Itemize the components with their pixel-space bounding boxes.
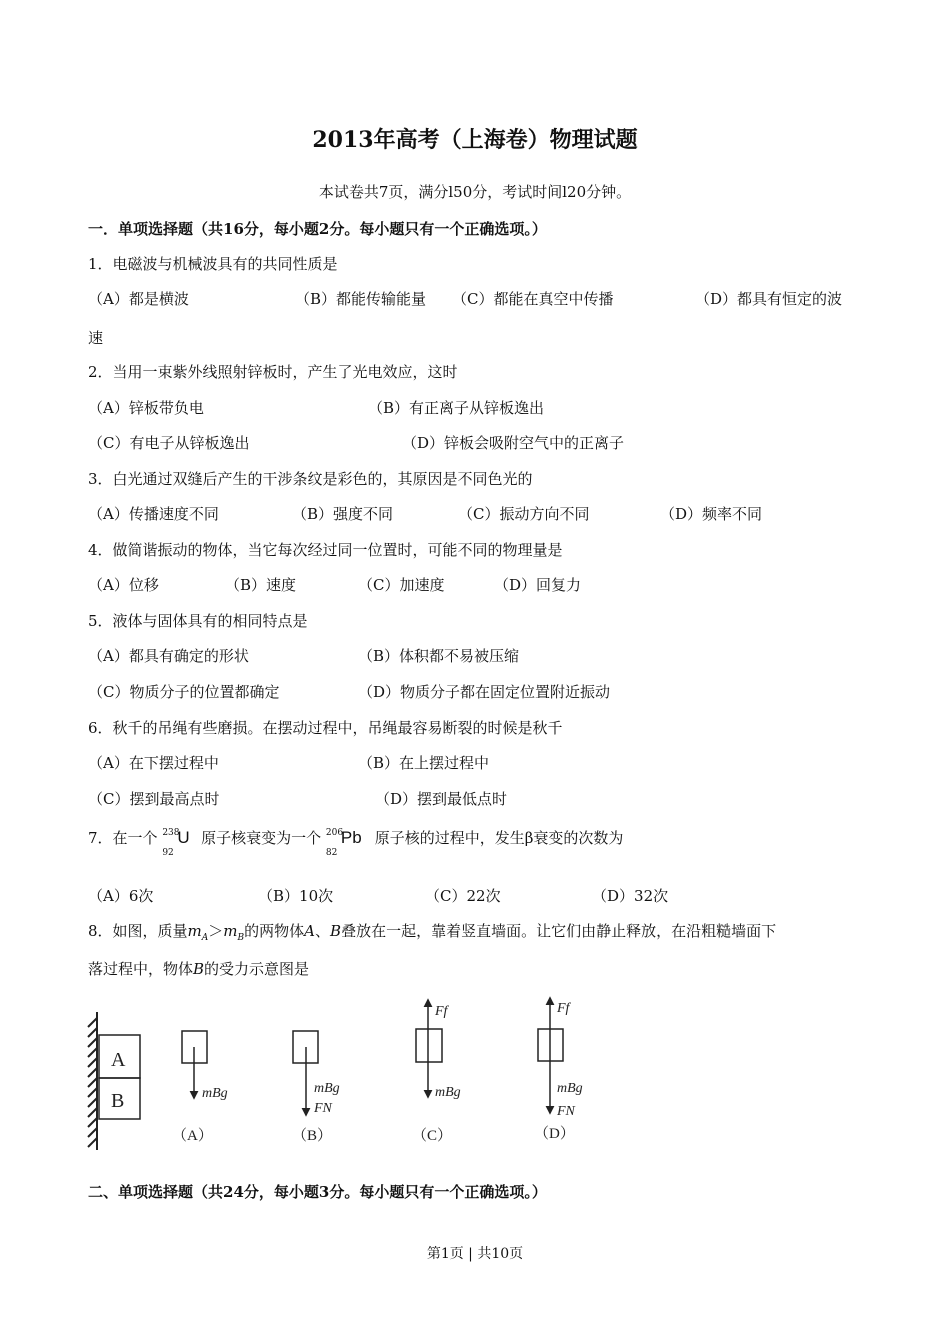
option-a-diagram <box>172 1031 228 1144</box>
q3-option-c: （C）振动方向不同 <box>458 505 590 523</box>
q1-option-a: （A）都是横波 <box>88 290 189 308</box>
gravity-label: mBg <box>202 1086 228 1101</box>
object-b: B <box>193 960 205 978</box>
q1-option-d: （D）都具有恒定的波 <box>695 290 843 308</box>
force-diagram-figure <box>80 990 620 1160</box>
q7-stem-part: 原子核的过程中，发生β衰变的次数为 <box>374 829 624 847</box>
friction-label: Ff <box>435 1004 448 1019</box>
element-symbol: U <box>177 828 190 847</box>
exam-info: 本试卷共7页，满分l50分，考试时间l20分钟。 <box>318 183 632 201</box>
q1-option-d-continued: 速 <box>88 329 104 347</box>
q2-option-a: （A）锌板带负电 <box>88 399 204 417</box>
page-title: 2013年高考（上海卷）物理试题 <box>312 127 638 153</box>
q8-stem-part: 8．如图，质量 <box>88 922 188 940</box>
q7-stem <box>88 828 624 858</box>
element-symbol: Pb <box>340 828 362 847</box>
normal-force-label: FN <box>557 1104 575 1119</box>
q6-option-a: （A）在下摆过程中 <box>88 754 219 772</box>
q5-option-c: （C）物质分子的位置都确定 <box>88 683 280 701</box>
q5-option-d: （D）物质分子都在固定位置附近振动 <box>358 683 611 701</box>
q8-stem-part: 的受力示意图是 <box>204 960 310 978</box>
lead-nuclide <box>325 828 370 858</box>
q3-option-a: （A）传播速度不同 <box>88 505 219 523</box>
q8-stem-line2 <box>88 959 309 979</box>
q5-option-b: （B）体积都不易被压缩 <box>358 647 520 665</box>
q2-stem: 2．当用一束紫外线照射锌板时，产生了光电效应，这时 <box>88 363 458 381</box>
q3-option-b: （B）强度不同 <box>292 505 394 523</box>
atomic-number: 92 <box>162 848 174 858</box>
subscript-a: A <box>201 933 209 943</box>
q3-option-d: （D）频率不同 <box>660 505 763 523</box>
greater-than: ＞ <box>208 922 224 940</box>
q7-option-a: （A）6次 <box>88 887 154 905</box>
q1-option-b: （B）都能传输能量 <box>295 290 427 308</box>
wall-with-blocks <box>88 1012 140 1150</box>
option-d-diagram <box>534 998 583 1142</box>
q4-option-c: （C）加速度 <box>358 576 445 594</box>
q8-stem-part: 叠放在一起，靠着竖直墙面。让它们由静止释放，在沿粗糙墙面下 <box>341 922 777 940</box>
uranium-nuclide <box>162 828 196 858</box>
option-c-label: （C） <box>412 1128 453 1144</box>
option-b-diagram <box>292 1031 340 1144</box>
q5-option-a: （A）都具有确定的形状 <box>88 647 249 665</box>
atomic-number: 82 <box>325 848 338 858</box>
option-c-diagram <box>412 1000 461 1144</box>
gravity-label: mBg <box>314 1081 340 1096</box>
q1-stem: 1．电磁波与机械波具有的共同性质是 <box>88 255 338 273</box>
normal-force-label: FN <box>314 1101 332 1116</box>
block-b-label: B <box>111 1090 125 1112</box>
q4-option-d: （D）回复力 <box>494 576 582 594</box>
section-2-heading: 二、单项选择题（共24分，每小题3分。每小题只有一个正确选项。） <box>88 1183 547 1201</box>
q3-stem: 3．白光通过双缝后产生的干涉条纹是彩色的，其原因是不同色光的 <box>88 470 533 488</box>
separator: 、 <box>315 922 331 940</box>
q8-stem-part: 的两物体 <box>244 922 305 940</box>
q7-option-b: （B）10次 <box>258 887 334 905</box>
q4-option-a: （A）位移 <box>88 576 159 594</box>
q6-option-d: （D）摆到最低点时 <box>375 790 508 808</box>
mass-number: 206 <box>325 828 344 838</box>
option-b-label: （B） <box>292 1128 333 1144</box>
q7-stem-part: 7．在一个 <box>88 829 158 847</box>
q1-option-c: （C）都能在真空中传播 <box>452 290 614 308</box>
mass-symbol: m <box>223 922 238 940</box>
q7-option-d: （D）32次 <box>592 887 669 905</box>
option-d-label: （D） <box>534 1126 575 1142</box>
page-footer: 第1页 | 共10页 <box>426 1246 524 1262</box>
object-b: B <box>330 922 342 940</box>
friction-label: Ff <box>557 1001 570 1016</box>
mass-number: 238 <box>162 828 180 838</box>
subscript-b: B <box>237 933 245 943</box>
q4-option-b: （B）速度 <box>225 576 297 594</box>
q7-option-c: （C）22次 <box>425 887 501 905</box>
mass-symbol: m <box>187 922 202 940</box>
section-1-heading: 一．单项选择题（共16分，每小题2分。每小题只有一个正确选项。） <box>88 220 547 238</box>
q6-option-c: （C）摆到最高点时 <box>88 790 220 808</box>
q8-stem-part: 落过程中，物体 <box>88 960 194 978</box>
q2-option-c: （C）有电子从锌板逸出 <box>88 434 250 452</box>
q6-stem: 6．秋千的吊绳有些磨损。在摆动过程中，吊绳最容易断裂的时候是秋千 <box>88 719 563 737</box>
q5-stem: 5．液体与固体具有的相同特点是 <box>88 612 308 630</box>
q2-option-d: （D）锌板会吸附空气中的正离子 <box>402 434 625 452</box>
q2-option-b: （B）有正离子从锌板逸出 <box>368 399 545 417</box>
q7-stem-part: 原子核衰变为一个 <box>201 829 322 847</box>
object-a: A <box>304 922 316 940</box>
q6-option-b: （B）在上摆过程中 <box>358 754 490 772</box>
gravity-label: mBg <box>557 1081 583 1096</box>
gravity-label: mBg <box>435 1085 461 1100</box>
block-a-label: A <box>111 1049 126 1071</box>
q8-stem <box>88 921 776 948</box>
option-a-label: （A） <box>172 1128 213 1144</box>
q4-stem: 4．做简谐振动的物体，当它每次经过同一位置时，可能不同的物理量是 <box>88 541 563 559</box>
